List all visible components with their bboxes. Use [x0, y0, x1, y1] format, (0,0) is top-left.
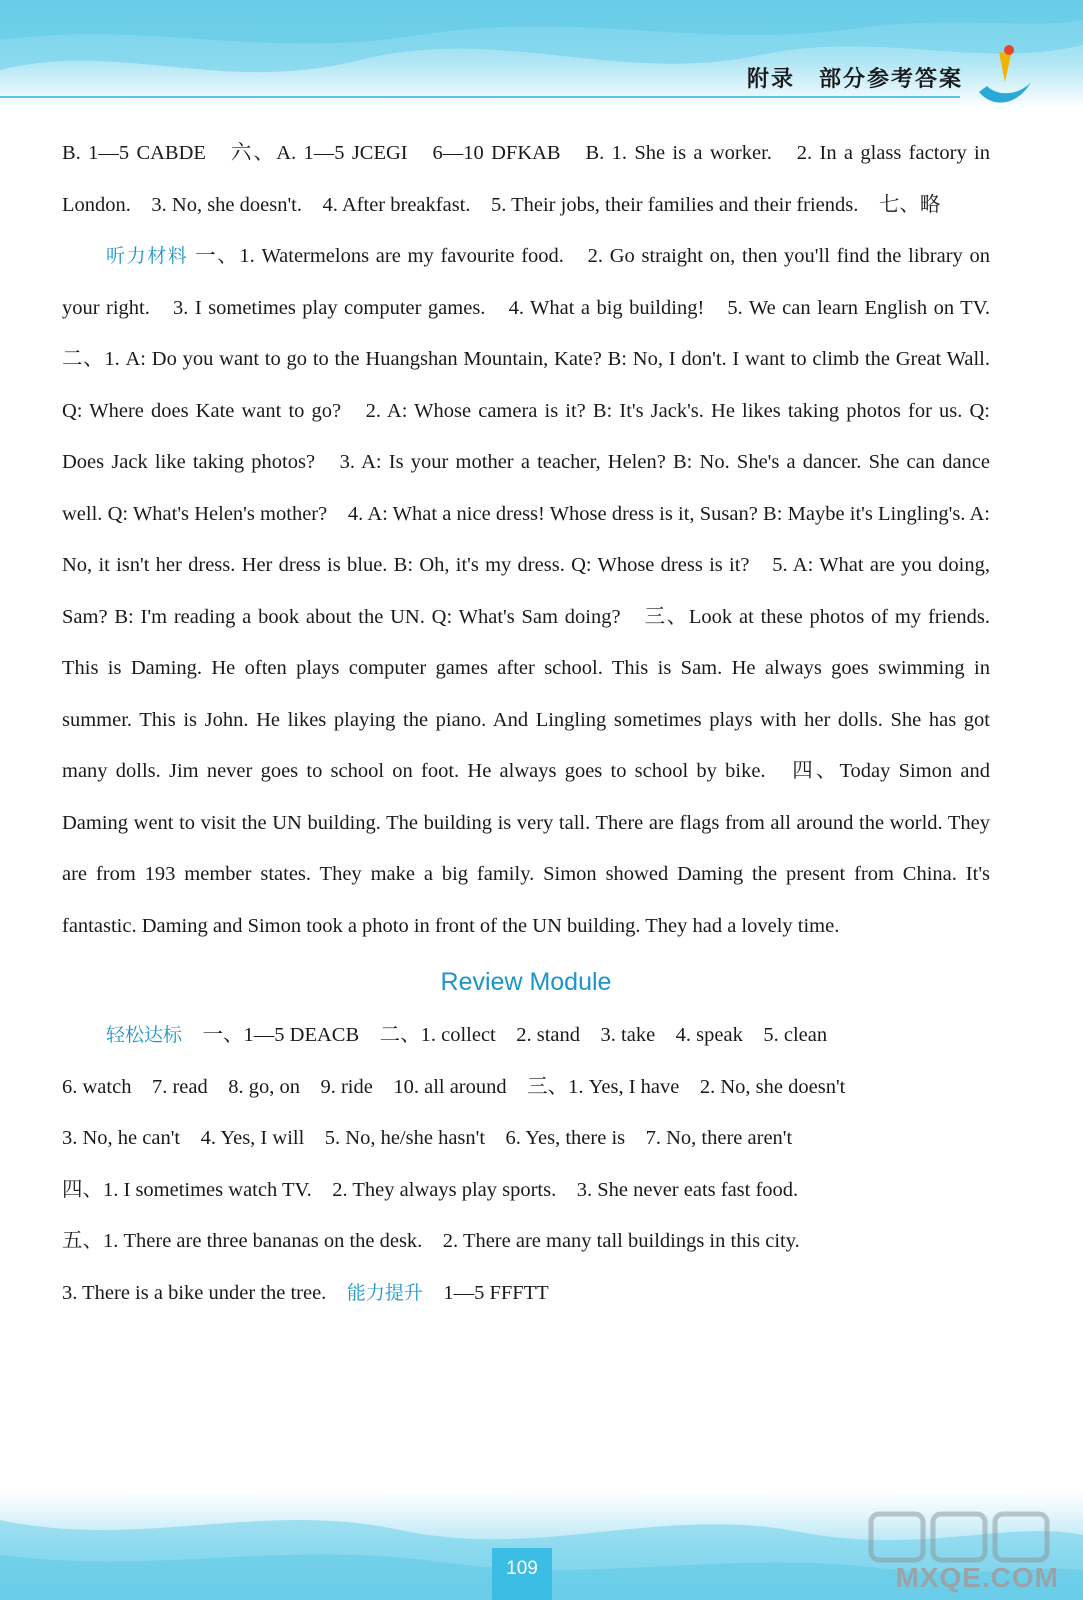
listening-material-text: 一、1. Watermelons are my favourite food. 2. Go straight on, then you'll find the library on your right. 3. I sometimes play computer games. 4. What a big building! 5. We can learn English on TV. 二、1. A: Do you want to go to the Huangshan Mountain, Kate? B: No, I don't. I want to climb the Great Wall. Q: Where does Kate want to go? 2. A: Whose camera is it? B: It's Jack's. He likes taking photos for us. Q: Does Jack like taking photos? 3. A: Is your mother a teacher, Helen? B: No. She's a dancer. She can dance well. Q: What's Helen's mother? 4. A: What a nice dress! Whose dress is it, Susan? B: Maybe it's Lingling's. A: No, it isn't her dress. Her dress is blue. B: Oh, it's my dress. Q: Whose dress is it? 5. A: What are you doing, Sam? B: I'm reading a book about the UN. Q: What's Sam doing? 三、Look at these photos of my friends. This is Daming. He often plays computer games after school. This is Sam. He always goes swimming in summer. This is John. He likes playing the piano. And Lingling sometimes plays with her dolls. She has got many dolls. Jim never goes to school on foot. He always goes to school by bike. 四、Today Simon and Daming went to visit the UN building. The building is very tall. There are flags from all around the world. They are from 193 member states. They make a big family. Simon showed Daming the present from China. It's fantastic. Daming and Simon took a photo in front of the UN building. They had a lovely time.: [62, 245, 1011, 937]
review-line-5: 五、1. There are three bananas on the desk. 2. There are many tall buildings in this city.: [62, 1230, 800, 1252]
listening-material-paragraph: [62, 231, 1011, 952]
header-title: 附录 部分参考答案: [746, 67, 963, 92]
watermark-text: MXQE.COM: [895, 1562, 1059, 1593]
answer-paragraph-1: B. 1—5 CABDE 六、A. 1—5 JCEGI 6—10 DFKAB B. 1. She is a worker. 2. In a glass factory in London. 3. No, she doesn't. 4. After breakfast. 5. Their jobs, their families and their friends. 七、略: [62, 142, 990, 216]
review-line-3: 3. No, he can't 4. Yes, I will 5. No, he/she hasn't 6. Yes, there is 7. No, there aren't: [62, 1127, 793, 1149]
review-line-1: [62, 1010, 990, 1062]
review-line-1-text: 一、1—5 DEACB 二、1. collect 2. stand 3. take 4. speak 5. clean: [202, 1024, 828, 1046]
swoosh-logo-icon: [969, 42, 1039, 112]
answer-content: [62, 128, 1011, 1319]
review-line-6: [62, 1268, 990, 1320]
page-number: 109: [492, 1548, 552, 1600]
section-title: Review Module: [440, 968, 612, 996]
review-line-2: 6. watch 7. read 8. go, on 9. ride 10. all around 三、1. Yes, I have 2. No, she doesn't: [62, 1075, 846, 1098]
review-line-4: 四、1. I sometimes watch TV. 2. They always play sports. 3. She never eats fast food.: [62, 1178, 799, 1201]
ability-improve-label: 能力提升: [346, 1281, 423, 1304]
review-line-6-text-a: 3. There is a bike under the tree.: [62, 1281, 327, 1304]
listening-material-label: 听力材料: [106, 245, 189, 267]
header-wave-decoration: [0, 0, 1083, 120]
header-divider: [0, 96, 960, 98]
easy-level-label: 轻松达标: [106, 1024, 183, 1046]
review-line-6-text-b: 1—5 FFFTT: [443, 1281, 549, 1304]
